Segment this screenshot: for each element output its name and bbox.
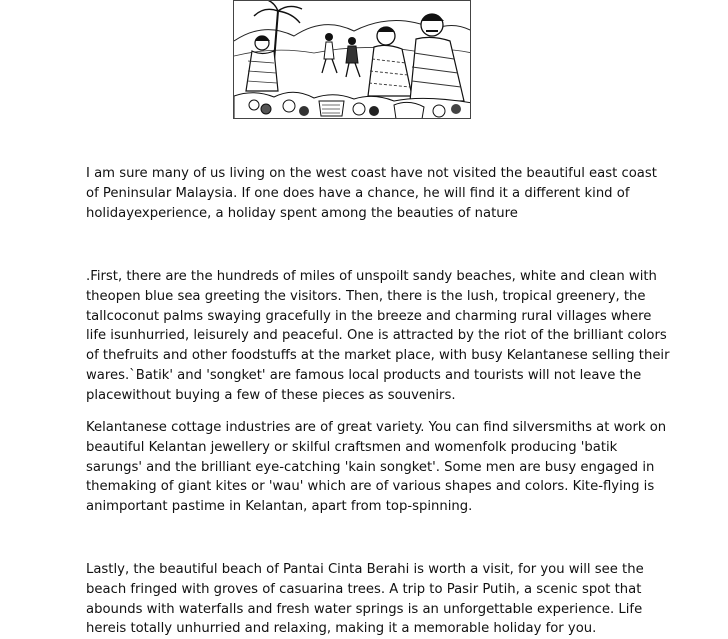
text-line: abounds with waterfalls and fresh water springs is an unforgettable experience. Life bbox=[86, 601, 643, 617]
text-line: holidayexperience, a holiday spent among the beauties of nature bbox=[86, 205, 518, 221]
text-line: life isunhurried, leisurely and peaceful. One is attracted by the riot of the brilliant colors bbox=[86, 328, 667, 344]
village-market-sketch-icon bbox=[234, 1, 471, 119]
text-line: Kelantanese cottage industries are of great variety. You can find silversmiths at work on bbox=[86, 420, 667, 435]
text-line: wares.`Batik' and 'songket' are famous local products and tourists will not leave the bbox=[86, 367, 642, 383]
text-line: animportant pastime in Kelantan, apart from top-spinning. bbox=[86, 499, 473, 515]
text-line: of thefruits and other foodstuffs at the market place, with busy Kelantanese selling their bbox=[86, 348, 670, 364]
text-line: hereis totally unhurried and relaxing, making it a memorable holiday for you. bbox=[86, 621, 597, 637]
text-line: sarungs' and the brilliant eye-catching 'kain songket'. Some men are busy engaged in bbox=[86, 459, 655, 475]
text-line: themaking of giant kites or 'wau' which are of various shapes and colors. Kite-flying is bbox=[86, 479, 655, 495]
text-line: I am sure many of us living on the west coast have not visited the beautiful east coast bbox=[86, 166, 657, 181]
text-line: Lastly, the beautiful beach of Pantai Cinta Berahi is worth a visit, for you will see the bbox=[86, 562, 644, 577]
text-line: of Peninsular Malaysia. If one does have a chance, he will find it a different kind of bbox=[86, 185, 630, 201]
text-line: tallcoconut palms swaying gracefully in the breeze and charming rural villages where bbox=[86, 308, 652, 324]
text-line: beach fringed with groves of casuarina trees. A trip to Pasir Putih, a scenic spot that bbox=[86, 581, 642, 597]
illustration-image bbox=[233, 0, 471, 119]
paragraph-lastly bbox=[86, 560, 656, 639]
paragraph-first bbox=[86, 267, 670, 406]
text-line: placewithout buying a few of these pieces as souvenirs. bbox=[86, 387, 456, 403]
paragraph-cottage-industries bbox=[86, 418, 667, 517]
text-line: .First, there are the hundreds of miles of unspoilt sandy beaches, white and clean with bbox=[86, 269, 657, 284]
paragraph-intro bbox=[86, 164, 656, 223]
text-line: beautiful Kelantan jewellery or skilful craftsmen and womenfolk producing 'batik bbox=[86, 439, 618, 455]
text-line: theopen blue sea greeting the visitors. Then, there is the lush, tropical greenery, the bbox=[86, 288, 646, 304]
